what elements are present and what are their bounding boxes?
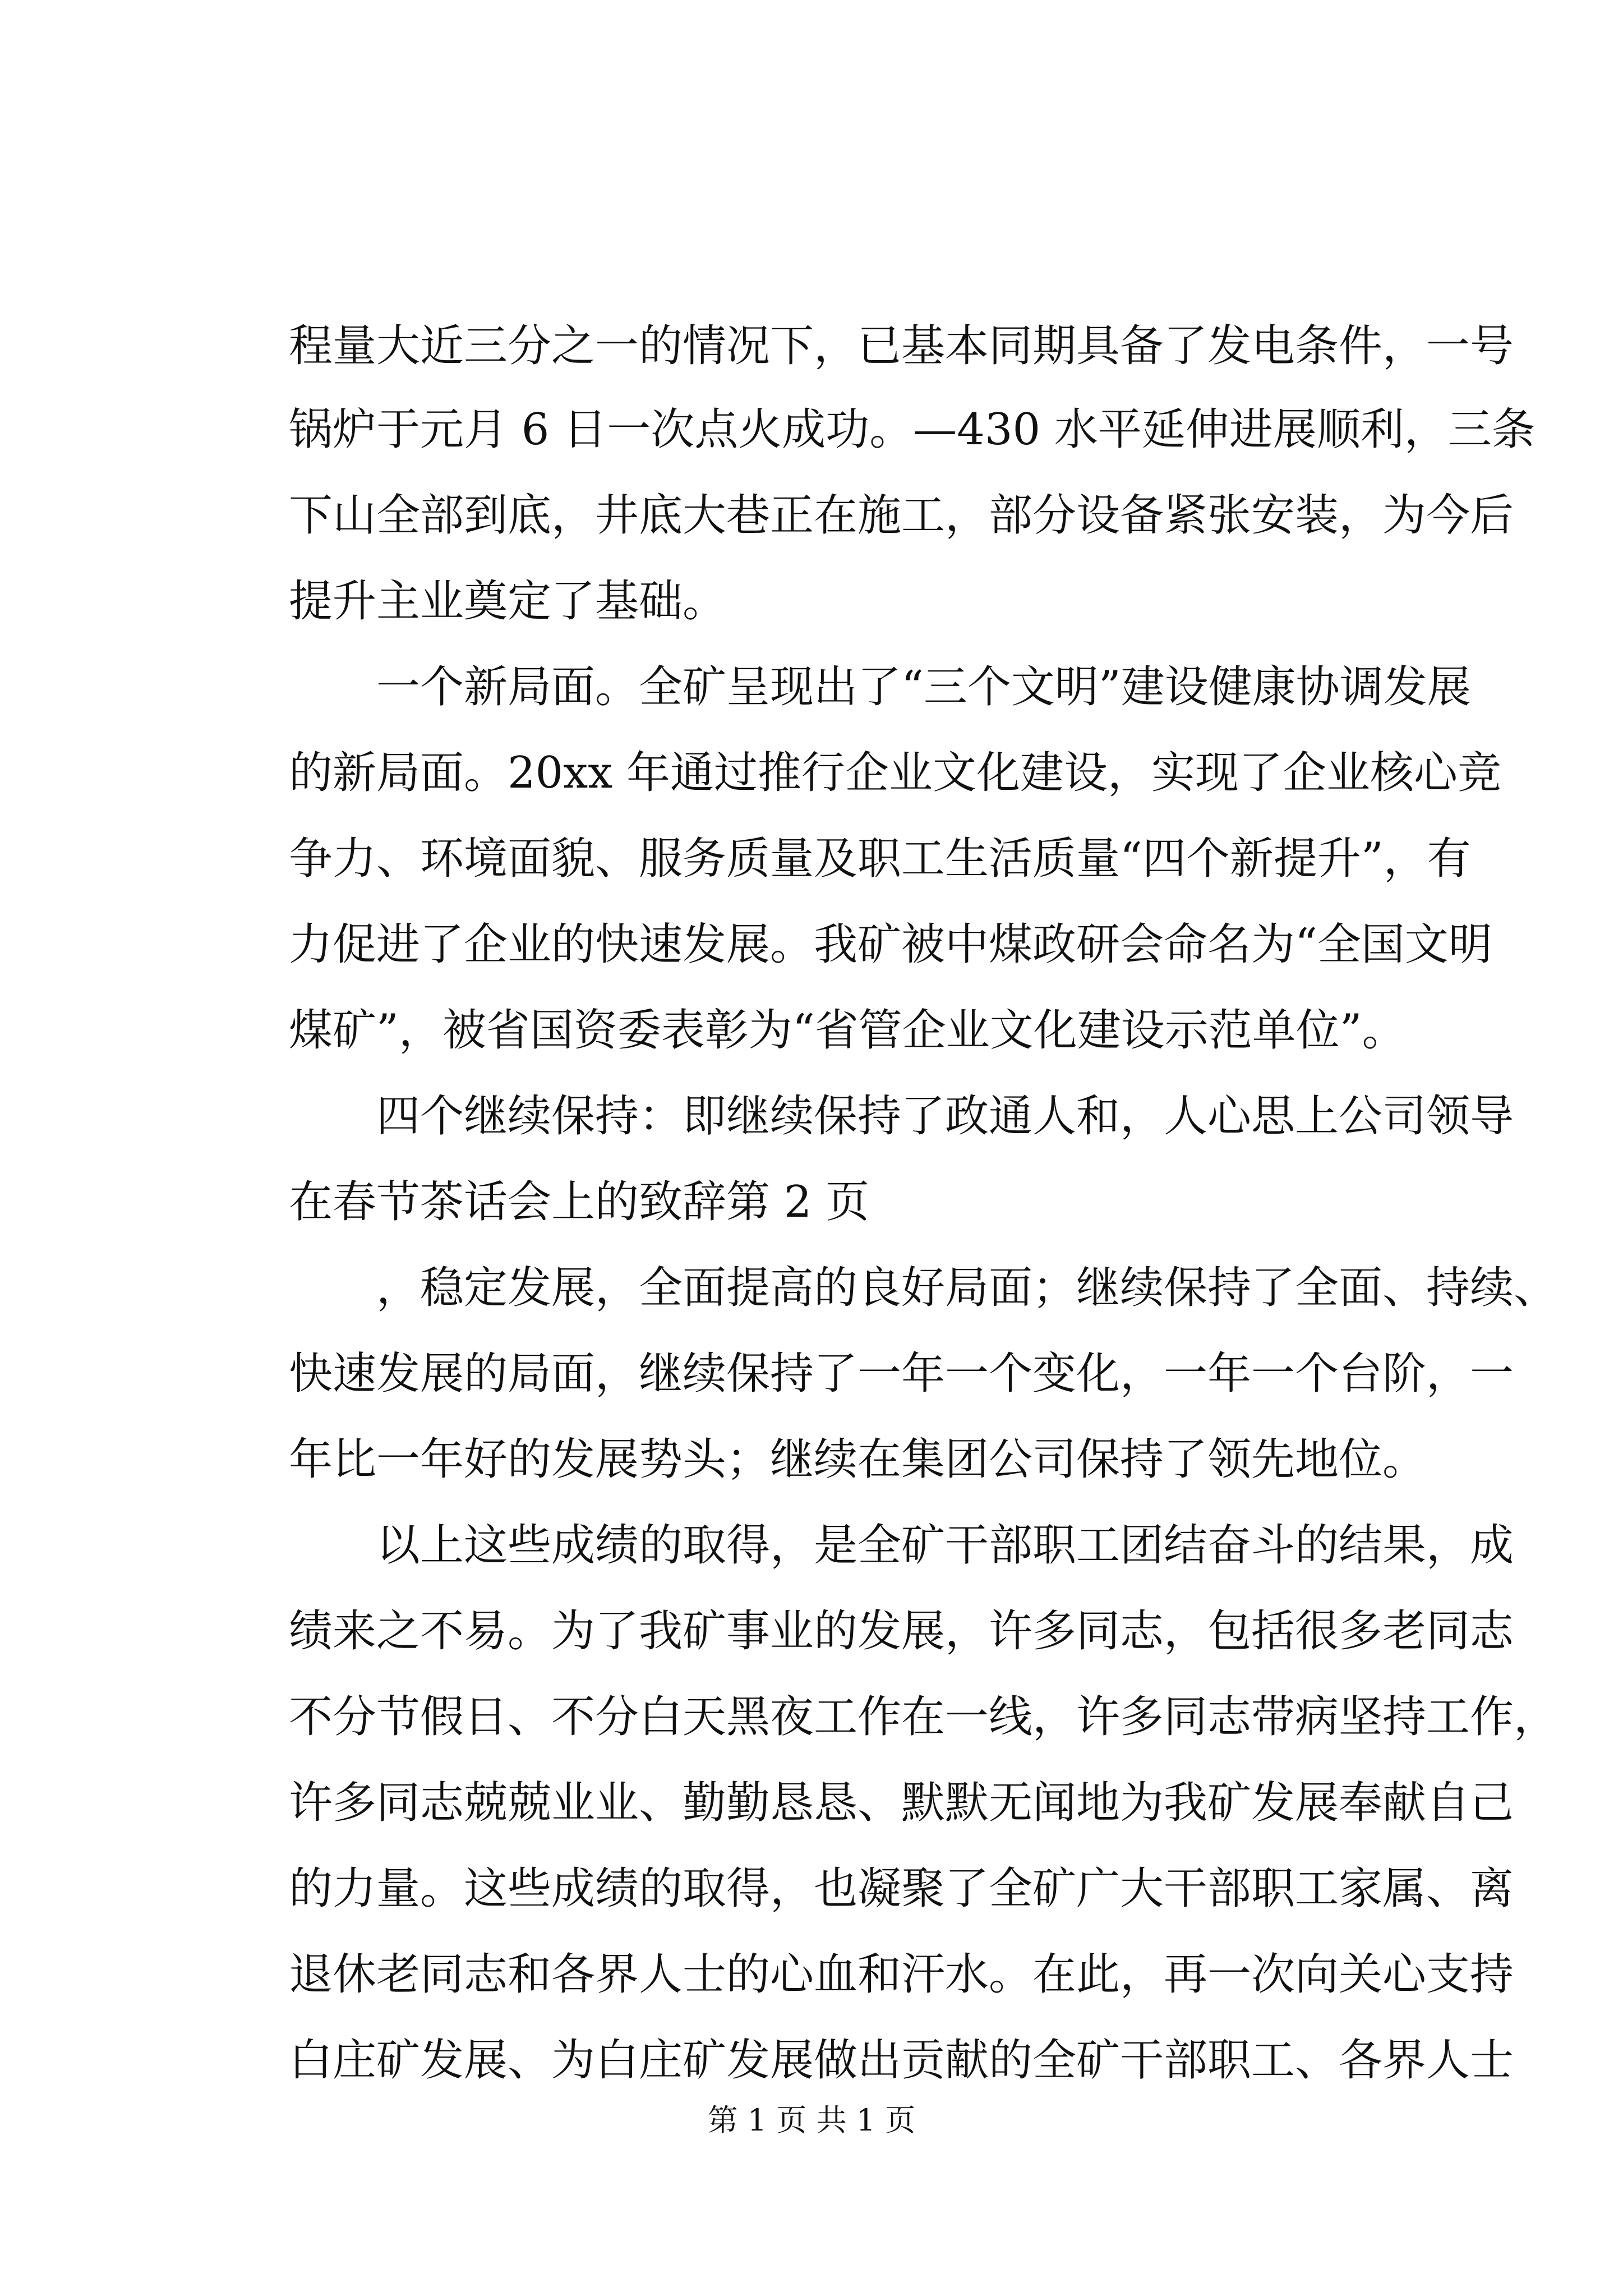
text-line: 力促进了企业的快速发展。我矿被中煤政研会命名为“全国文明	[289, 919, 1492, 970]
document-body	[289, 306, 1558, 2104]
text-line: 快速发展的局面，继续保持了一年一个变化，一年一个台阶，一	[289, 1349, 1514, 1399]
paragraph-start-line: 以上这些成绩的取得，是全矿干部职工团结奋斗的结果，成	[376, 1520, 1514, 1571]
text-line: 年比一年好的发展势头；继续在集团公司保持了领先地位。	[289, 1434, 1427, 1485]
text-line: 退休老同志和各界人士的心血和汗水。在此，再一次向关心支持	[289, 1949, 1514, 2000]
text-line: 许多同志兢兢业业、勤勤恳恳、默默无闻地为我矿发展奉献自己	[289, 1778, 1514, 1828]
paragraph-start-line: 一个新局面。全矿呈现出了“三个文明”建设健康协调发展	[376, 662, 1471, 712]
text-line: 程量大近三分之一的情况下，已基本同期具备了发电条件，一号	[289, 321, 1514, 371]
text-line: 锅炉于元月 6 日一次点火成功。—430 水平延伸进展顺利，三条	[289, 404, 1536, 455]
paragraph-start-line: ，稳定发展，全面提高的良好局面；继续保持了全面、持续、	[376, 1263, 1558, 1313]
page-number-footer: 第 1 页 共 1 页	[707, 2102, 916, 2138]
text-line: 煤矿”，被省国资委表彰为“省管企业文化建设示范单位”。	[289, 1005, 1406, 1056]
paragraph-start-line: 四个继续保持：即继续保持了政通人和，人心思上公司领导	[376, 1091, 1514, 1142]
text-line: 下山全部到底，井底大巷正在施工，部分设备紧张安装，为今后	[289, 490, 1514, 541]
text-line: 不分节假日、不分白天黑夜工作在一线，许多同志带病坚持工作，	[289, 1692, 1558, 1742]
text-line: 的力量。这些成绩的取得，也凝聚了全矿广大干部职工家属、离	[289, 1864, 1514, 1914]
text-line: 的新局面。20xx 年通过推行企业文化建设，实现了企业核心竞	[289, 748, 1502, 798]
text-line: 提升主业奠定了基础。	[289, 576, 727, 627]
text-line: 白庄矿发展、为白庄矿发展做出贡献的全矿干部职工、各界人士	[289, 2035, 1514, 2086]
text-line: 争力、环境面貌、服务质量及职工生活质量“四个新提升”，有	[289, 834, 1471, 884]
text-line: 在春节茶话会上的致辞第 2 页	[289, 1177, 870, 1227]
text-line: 绩来之不易。为了我矿事业的发展，许多同志，包括很多老同志	[289, 1606, 1514, 1657]
